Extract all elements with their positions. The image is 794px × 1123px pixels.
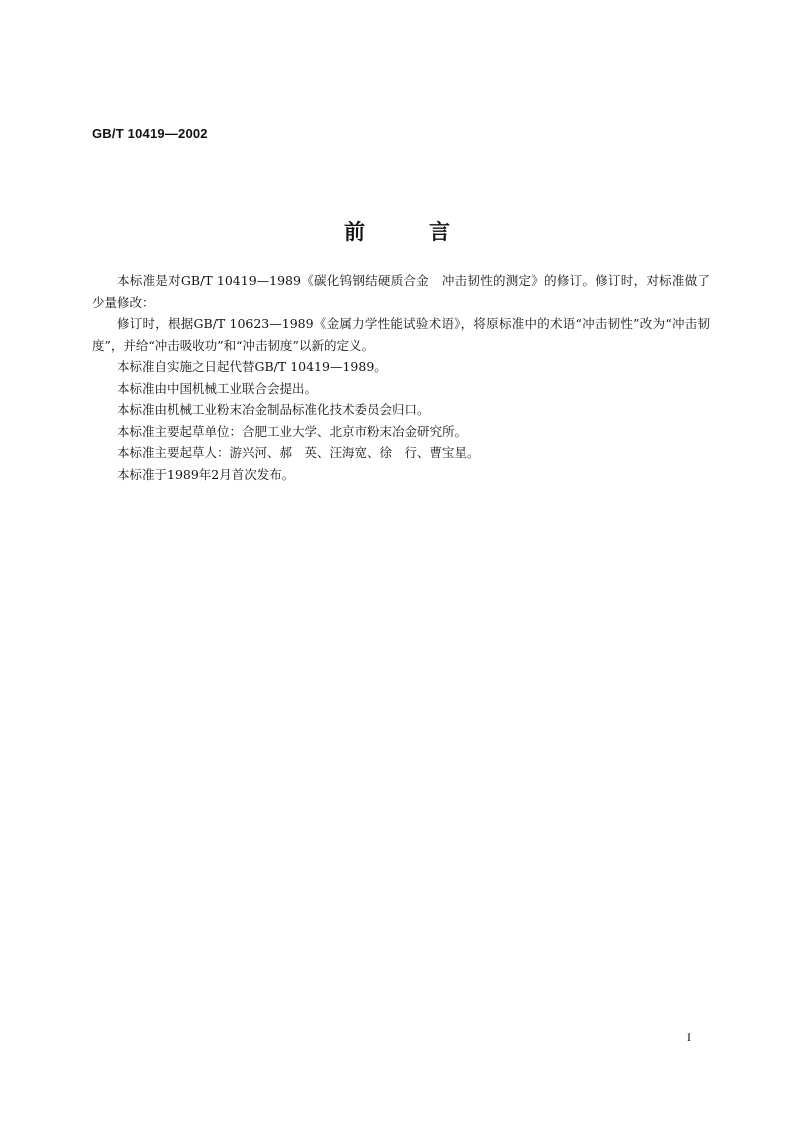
foreword-body (92, 270, 710, 485)
page-number: I (687, 1030, 691, 1044)
paragraph-revision: 本标准是对GB/T 10419—1989《碳化钨钢结硬质合金 冲击韧性的测定》的修订。修订时，对标准做了少量修改： (92, 273, 710, 310)
paragraph-proposed-by: 本标准由中国机械工业联合会提出。 (117, 380, 318, 396)
paragraph-first-published: 本标准于1989年2月首次发布。 (117, 466, 295, 482)
paragraph-under-jurisdiction: 本标准由机械工业粉末冶金制品标准化技术委员会归口。 (117, 402, 430, 417)
paragraph-drafting-units: 本标准主要起草单位：合肥工业大学、北京市粉末冶金研究所。 (117, 423, 468, 439)
paragraph-terminology: 修订时，根据GB/T 10623—1989《金属力学性能试验术语》，将原标准中的术语“冲击韧性”改为“冲击韧度”，并给“冲击吸收功”和“冲击韧度”以新的定义。 (92, 316, 710, 353)
paragraph-drafters: 本标准主要起草人：游兴河、郝 英、汪海宽、徐 行、曹宝星。 (117, 445, 480, 460)
page-title (0, 216, 794, 246)
paragraph-replaces: 本标准自实施之日起代替GB/T 10419—1989。 (117, 359, 387, 374)
title-char-2: 言 (429, 220, 450, 244)
standard-code: GB/T 10419—2002 (92, 126, 208, 141)
title-char-1: 前 (344, 220, 365, 244)
